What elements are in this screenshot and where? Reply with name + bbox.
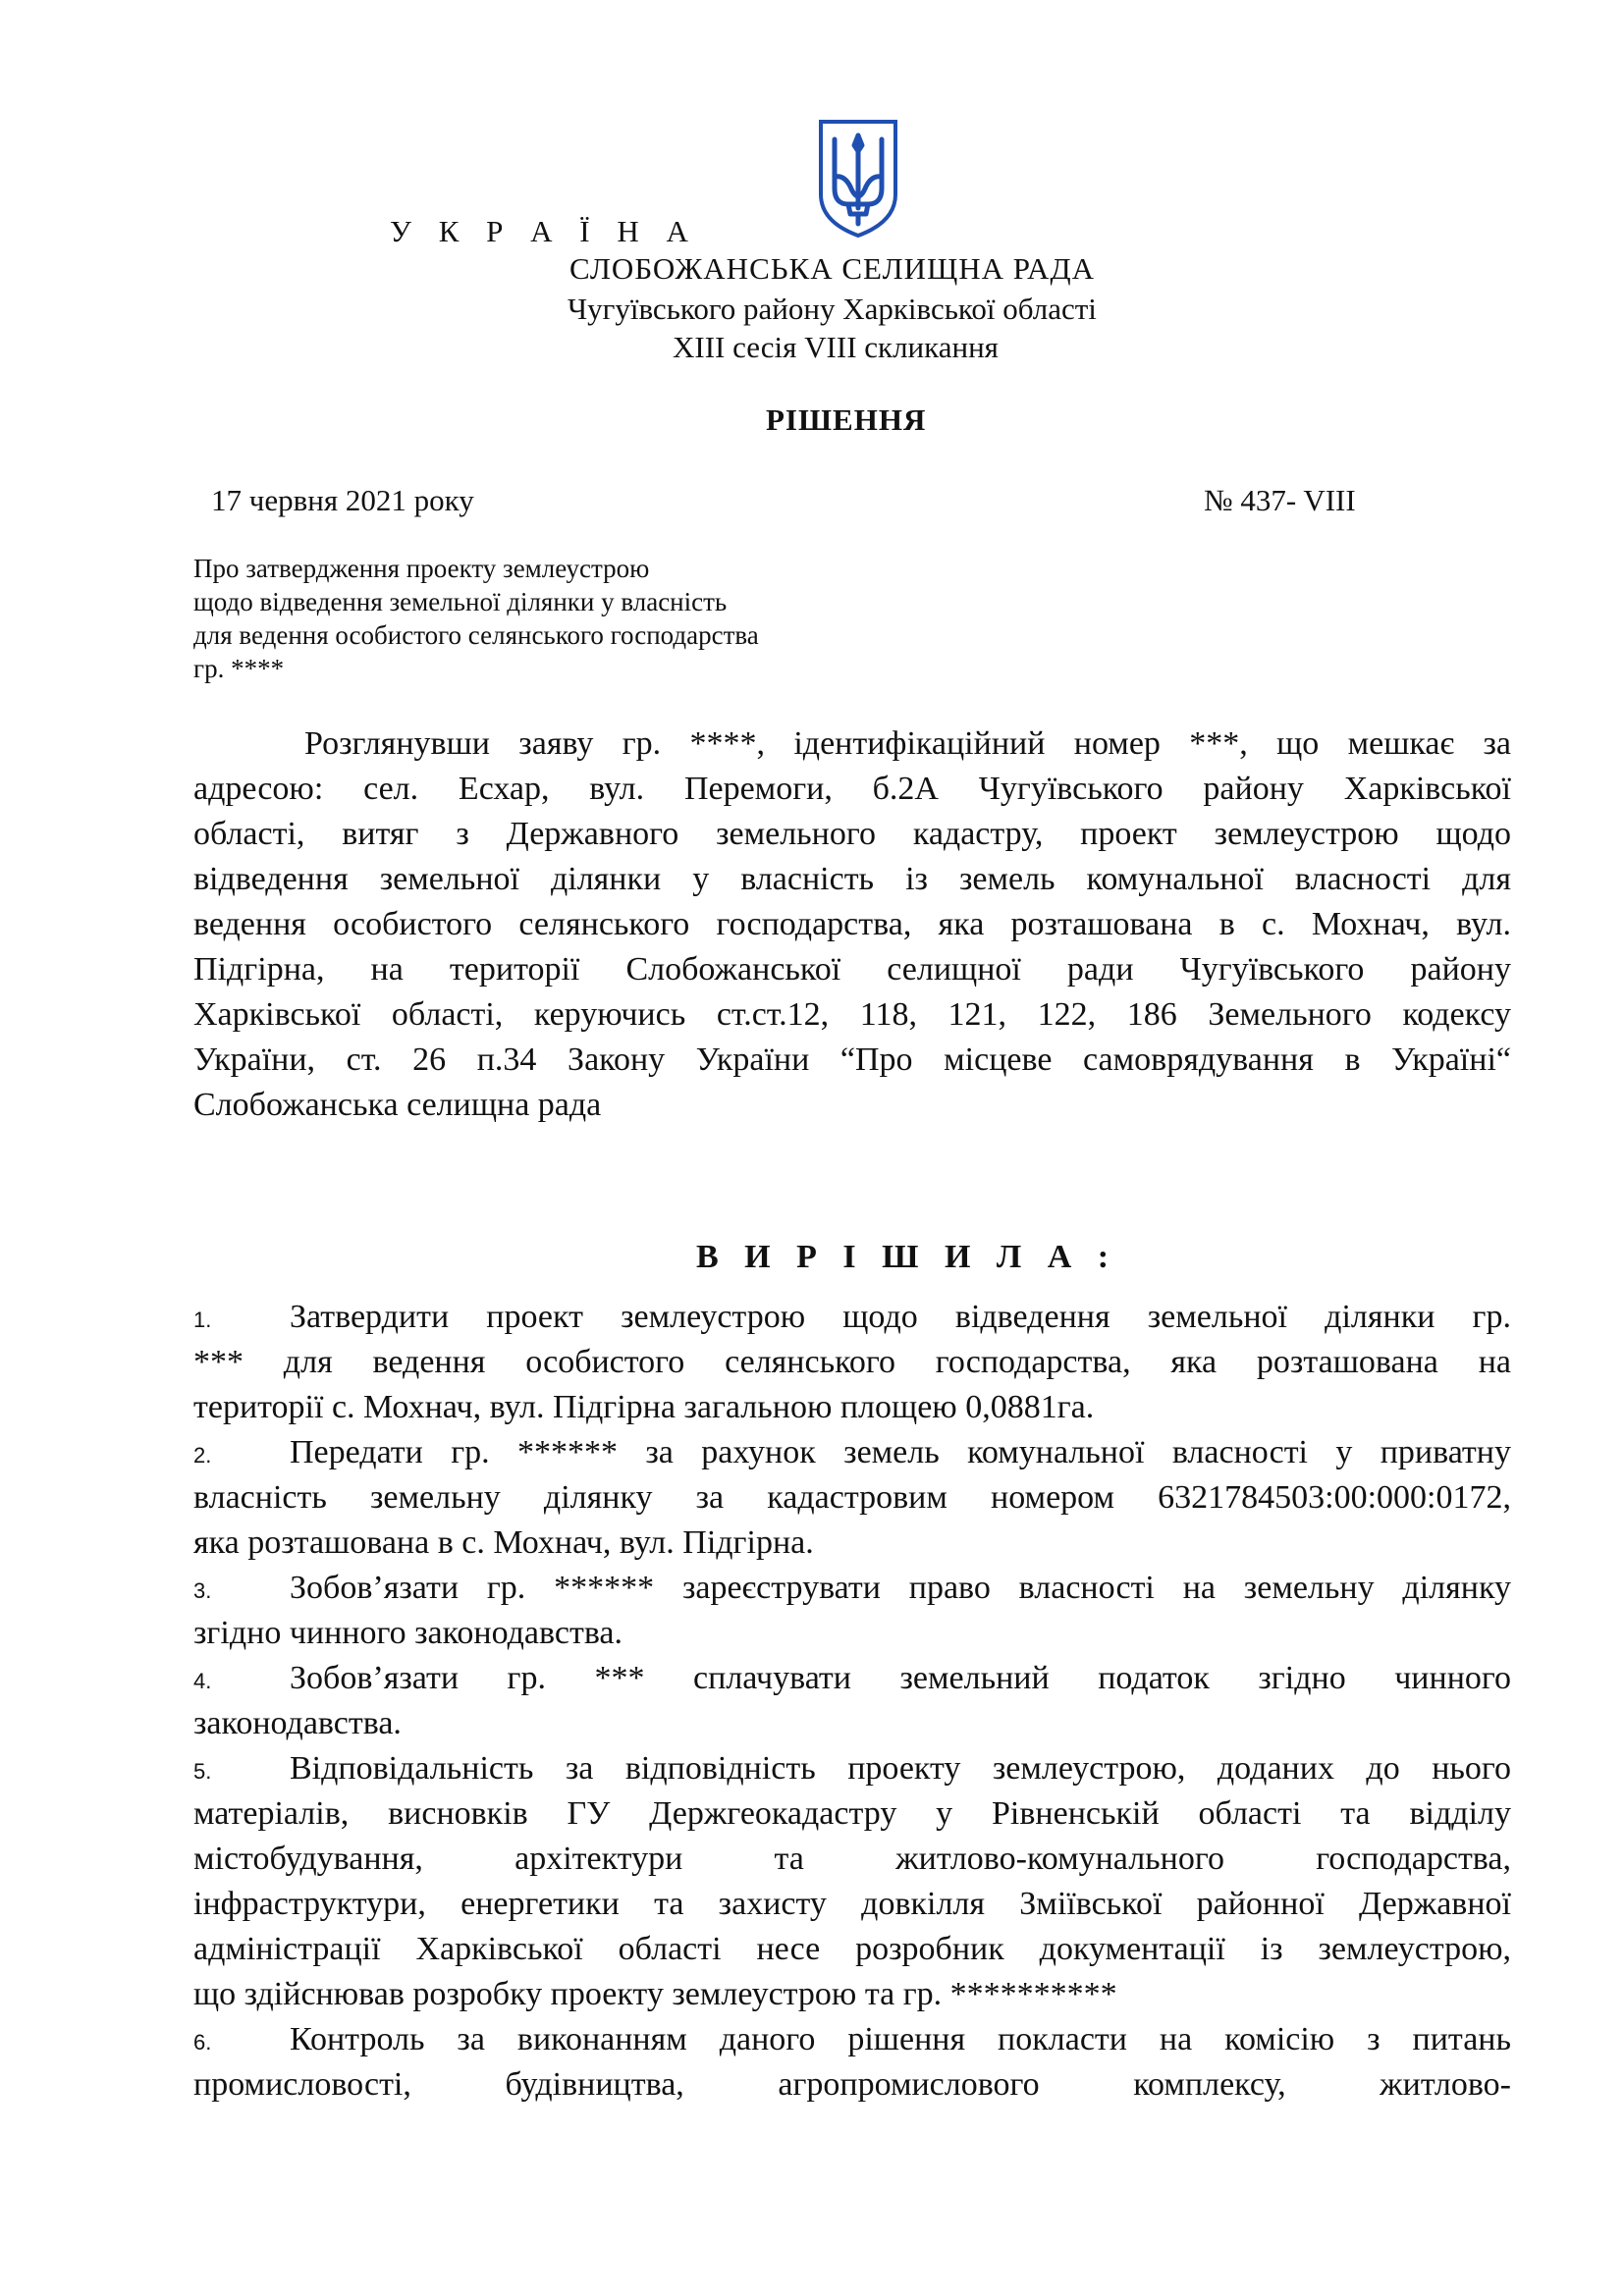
country-name: У К Р А Ї Н А [390, 214, 698, 248]
item-number: 1. [193, 1308, 212, 1332]
item-line: що здійснював розробку проекту землеустрою та гр. ********** [193, 1976, 1117, 2012]
district-name: Чугуївського району Харківської області [568, 292, 1097, 326]
decision-number: № 437- VIII [1204, 483, 1356, 517]
item-line: законодавства. [193, 1705, 402, 1741]
item-line: містобудування, архітектури та житлово-комунального господарства, [193, 1841, 1511, 1877]
item-line: інфраструктури, енергетики та захисту довкілля Зміївської районної Державної [193, 1886, 1511, 1922]
subject-line: гр. **** [193, 654, 285, 683]
item-number: 6. [193, 2030, 212, 2055]
preamble-line: відведення земельної ділянки у власність із земель комунальної власності для [193, 861, 1511, 897]
preamble-line: області, витяг з Державного земельного кадастру, проект землеустрою щодо [193, 816, 1511, 852]
preamble-line: Розглянувши заяву гр. ****, ідентифікаційний номер ***, що мешкає за [304, 725, 1511, 762]
item-line: яка розташована в с. Мохнач, вул. Підгірна. [193, 1524, 814, 1561]
item-line: адміністрації Харківської області несе розробник документації із землеустрою, [193, 1931, 1511, 1967]
item-number: 3. [193, 1578, 212, 1603]
item-line: Зобов’язати гр. ****** зареєструвати право власності на земельну ділянку [290, 1570, 1511, 1606]
item-line: власність земельну ділянку за кадастровим номером 6321784503:00:000:0172, [193, 1479, 1511, 1516]
item-number: 2. [193, 1443, 212, 1468]
item-line: матеріалів, висновків ГУ Держгеокадастру у Рівненській області та відділу [193, 1795, 1511, 1832]
item-line: *** для ведення особистого селянського господарства, яка розташована на [193, 1344, 1511, 1380]
subject-line: щодо відведення земельної ділянки у власність [193, 587, 728, 616]
item-line: Передати гр. ****** за рахунок земель комунальної власності у приватну [290, 1434, 1511, 1470]
decision-date: 17 червня 2021 року [211, 483, 474, 517]
coat-of-arms-trident-icon [815, 118, 901, 240]
subject-line: для ведення особистого селянського господарства [193, 620, 759, 650]
preamble-line: ведення особистого селянського господарства, яка розташована в с. Мохнач, вул. [193, 906, 1511, 942]
item-number: 5. [193, 1759, 212, 1784]
resolved-heading: В И Р І Ш И Л А : [696, 1239, 1118, 1275]
item-line: Затвердити проект землеустрою щодо відведення земельної ділянки гр. [290, 1299, 1511, 1335]
preamble-line: України, ст. 26 п.34 Закону України “Про місцеве самоврядування в Україні“ [193, 1041, 1511, 1078]
item-line: Контроль за виконанням даного рішення покласти на комісію з питань [290, 2021, 1511, 2057]
session-info: ХІІІ сесія VIII скликання [673, 330, 999, 364]
preamble-line: Підгірна, на території Слобожанської селищної ради Чугуївського району [193, 951, 1511, 988]
item-line: Зобов’язати гр. *** сплачувати земельний податок згідно чинного [290, 1660, 1511, 1696]
item-number: 4. [193, 1669, 212, 1693]
preamble-line: Слобожанська селищна рада [193, 1087, 602, 1123]
preamble-line: Харківської області, керуючись ст.ст.12, 118, 121, 122, 186 Земельного кодексу [193, 996, 1511, 1033]
preamble-line: адресою: сел. Есхар, вул. Перемоги, б.2А Чугуївського району Харківської [193, 771, 1511, 807]
subject-line: Про затвердження проекту землеустрою [193, 554, 650, 583]
item-line: Відповідальність за відповідність проекту землеустрою, доданих до нього [290, 1750, 1511, 1787]
item-line: промисловості, будівництва, агропромислового комплексу, житлово- [193, 2066, 1511, 2103]
document-type: РІШЕННЯ [766, 402, 927, 437]
item-line: території с. Мохнач, вул. Підгірна загальною площею 0,0881га. [193, 1389, 1095, 1425]
council-name: СЛОБОЖАНСЬКА СЕЛИЩНА РАДА [569, 251, 1095, 286]
item-line: згідно чинного законодавства. [193, 1615, 623, 1651]
